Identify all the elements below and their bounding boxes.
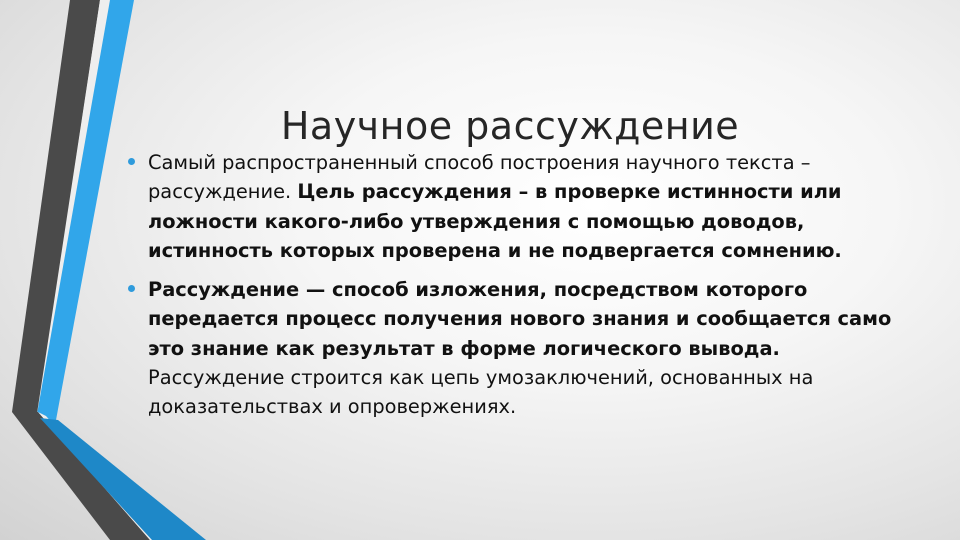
- bullet-dot-icon: [128, 158, 135, 165]
- bullet-item-2: [120, 275, 910, 421]
- bullet-dot-icon: [128, 285, 135, 292]
- bullet-1-text: Самый распространенный способ построения научного текста – рассуждение.: [148, 151, 811, 204]
- bullet-2-bold-text: Рассуждение — способ изложения, посредством которого передается процесс получения нового знания и сообщается само это знание как результат в форме логического вывода.: [148, 278, 892, 360]
- slide-content: [120, 148, 910, 422]
- bullet-1-bold-text: Цель рассуждения – в проверке истинности или ложности какого-либо утверждения с помощью доводов, истинность которых проверена и не подвергается сомнению.: [148, 180, 842, 262]
- stripe-dark-diagonal: [12, 412, 150, 540]
- bullet-item-1: [120, 148, 910, 265]
- slide-title: Научное рассуждение: [280, 104, 740, 148]
- bullet-2-text: Рассуждение строится как цепь умозаключений, основанных на доказательствах и опровержениях.: [148, 366, 814, 419]
